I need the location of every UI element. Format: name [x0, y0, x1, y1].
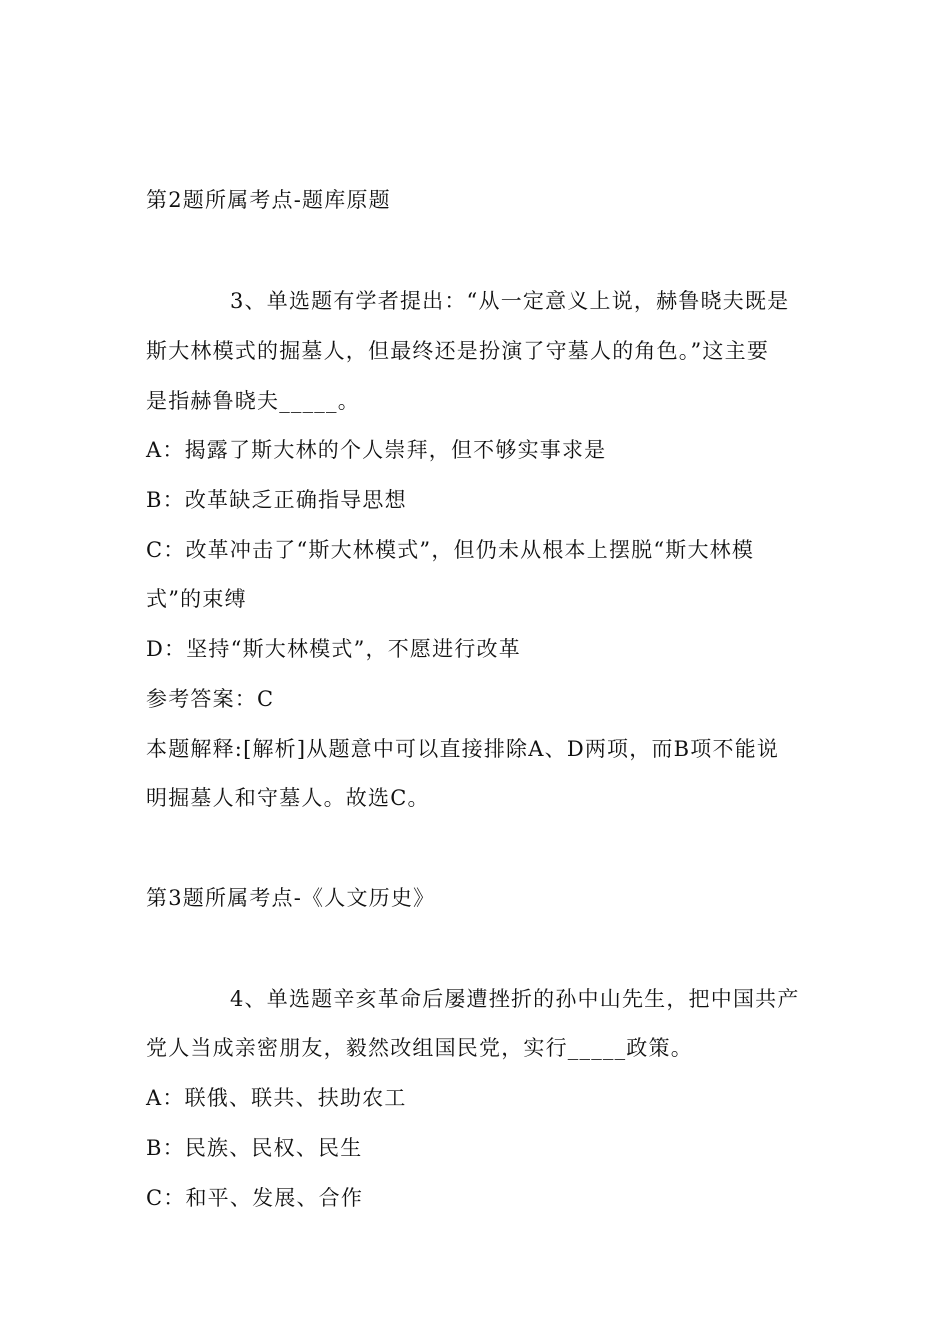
section-2-point: 第2题所属考点-题库原题	[146, 188, 391, 212]
q3-stem-line-3: 是指赫鲁晓夫_____。	[146, 389, 360, 413]
q3-explanation-line-2: 明掘墓人和守墓人。故选C。	[146, 786, 430, 810]
q3-explanation-line-1: 本题解释:[解析]从题意中可以直接排除A、D两项，而B项不能说	[146, 737, 780, 761]
q4-option-c: C：和平、发展、合作	[146, 1186, 364, 1210]
q3-stem-line-2: 斯大林模式的掘墓人，但最终还是扮演了守墓人的角色。”这主要	[146, 339, 770, 363]
q3-option-b: B：改革缺乏正确指导思想	[146, 488, 407, 512]
q3-option-c-line-2: 式”的束缚	[146, 587, 247, 611]
q3-answer: 参考答案：C	[146, 687, 275, 711]
q3-option-c-line-1: C：改革冲击了“斯大林模式”，但仍未从根本上摆脱“斯大林模	[146, 538, 755, 562]
q3-option-a: A：揭露了斯大林的个人崇拜，但不够实事求是	[146, 438, 607, 462]
q4-option-a: A：联俄、联共、扶助农工	[146, 1086, 407, 1110]
q4-stem-line-1: 4、单选题辛亥革命后屡遭挫折的孙中山先生，把中国共产	[230, 987, 800, 1011]
q3-option-d: D：坚持“斯大林模式”，不愿进行改革	[146, 637, 521, 661]
q3-stem-line-1: 3、单选题有学者提出：“从一定意义上说，赫鲁晓夫既是	[230, 289, 790, 313]
section-3-point: 第3题所属考点-《人文历史》	[146, 886, 436, 910]
q4-option-b: B：民族、民权、民生	[146, 1136, 363, 1160]
q4-stem-line-2: 党人当成亲密朋友，毅然改组国民党，实行_____政策。	[146, 1036, 693, 1060]
